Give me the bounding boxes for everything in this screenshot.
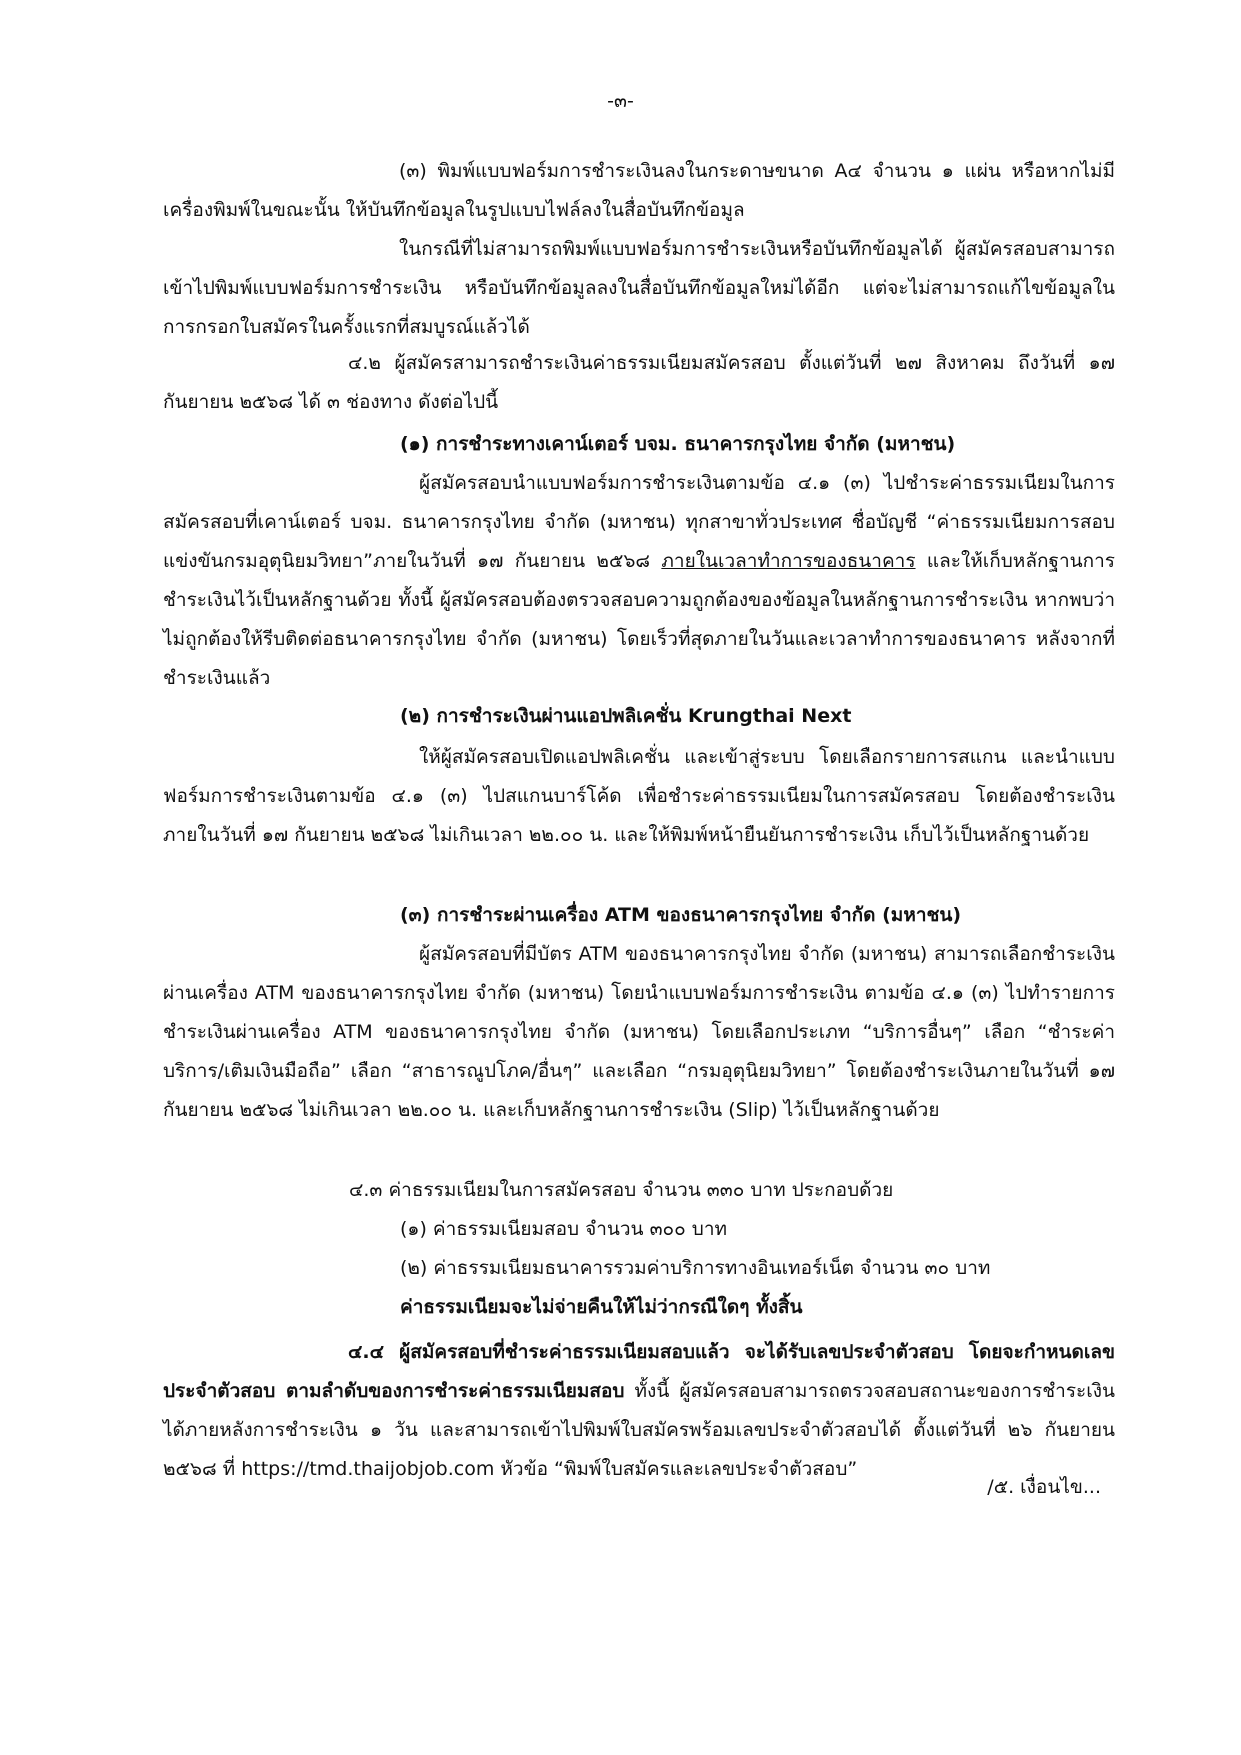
paragraph-payment-channels: ๔.๒ ผู้สมัครสามารถชำระเงินค่าธรรมเนียมสมัครสอบ ตั้งแต่วันที่ ๒๗ สิงหาคม ถึงวันที่ ๑๗ กันยายน ๒๕๖๘ ได้ ๓ ช่องทาง ดังต่อไปนี้: [163, 352, 1115, 413]
paragraph-print-form: (๓) พิมพ์แบบฟอร์มการชำระเงินลงในกระดาษขนาด A๔ จำนวน ๑ แผ่น หรือหากไม่มีเครื่องพิมพ์ในขณะนั้น ให้บันทึกข้อมูลในรูปแบบไฟล์ลงในสื่อบันทึกข้อมูล: [163, 160, 1115, 221]
paragraph-atm-payment: ผู้สมัครสอบที่มีบัตร ATM ของธนาคารกรุงไทย จำกัด (มหาชน) สามารถเลือกชำระเงินผ่านเครื่อง ATM ของธนาคารกรุงไทย จำกัด (มหาชน) โดยนำแบบฟอร์มการชำระเงิน ตามข้อ ๔.๑ (๓) ไปทำรายการชำระเงินผ่านเครื่อง ATM ของธนาคารกรุงไทย จำกัด (มหาชน) โดยเลือกประเภท “บริการอื่นๆ” เลือก “ชำระค่าบริการ/เติมเงินมือถือ” เลือก “สาธารณูปโภค/อื่นๆ” และเลือก “กรมอุตุนิยมวิทยา” โดยต้องชำระเงินภายในวันที่ ๑๗ กันยายน ๒๕๖๘ ไม่เกินเวลา ๒๒.๐๐ น. และเก็บหลักฐานการชำระเงิน (Slip) ไว้เป็นหลักฐานด้วย: [163, 943, 1115, 1121]
page-number: -๓-: [607, 90, 634, 112]
paragraph-counter-payment: [163, 464, 1115, 698]
counter-text-start: ผู้สมัครสอบนำแบบฟอร์มการชำระเงินตามข้อ ๔.๑ (๓) ไปชำระค่าธรรมเนียมในการสมัครสอบที่เคาน์เตอร์ บจม. ธนาคารกรุงไทย จำกัด (มหาชน) ทุกสาขาทั่วประเทศ ชื่อบัญชี “ค่าธรรมเนียมการสอบแข่งขันกรมอุตุนิยมวิทยา”ภายในวันที่ ๑๗ กันยายน ๒๕๖๘: [163, 472, 1115, 572]
paragraph-reprint: ในกรณีที่ไม่สามารถพิมพ์แบบฟอร์มการชำระเงินหรือบันทึกข้อมูลได้ ผู้สมัครสอบสามารถเข้าไปพิมพ์แบบฟอร์มการชำระเงิน หรือบันทึกข้อมูลลงในสื่อบันทึกข้อมูลใหม่ได้อีก แต่จะไม่สามารถแก้ไขข้อมูลในการกรอกใบสมัครในครั้งแรกที่สมบูรณ์แล้วได้: [163, 238, 1115, 338]
fee-item-exam: (๑) ค่าธรรมเนียมสอบ จำนวน ๓๐๐ บาท: [400, 1218, 728, 1240]
paragraph-exam-number: [163, 1333, 1115, 1489]
fee-title: ๔.๓ ค่าธรรมเนียมในการสมัครสอบ จำนวน ๓๓๐ บาท ประกอบด้วย: [349, 1179, 894, 1201]
heading-counter-payment: (๑) การชำระทางเคาน์เตอร์ บจม. ธนาคารกรุงไทย จำกัด (มหาชน): [400, 433, 956, 455]
exam-number-bold: ๔.๔ ผู้สมัครสอบที่ชำระค่าธรรมเนียมสอบแล้ว จะได้รับเลขประจำตัวสอบ โดยจะกำหนดเลขประจำตัวสอบ ตามลำดับของการชำระค่าธรรมเนียมสอบ: [163, 1341, 1115, 1402]
counter-text-end: และให้เก็บหลักฐานการชำระเงินไว้เป็นหลักฐานด้วย ทั้งนี้ ผู้สมัครสอบต้องตรวจสอบความถูกต้องของข้อมูลในหลักฐานการชำระเงิน หากพบว่าไม่ถูกต้องให้รีบติดต่อธนาคารกรุงไทย จำกัด (มหาชน) โดยเร็วที่สุดภายในวันและเวลาทำการของธนาคาร หลังจากที่ชำระเงินแล้ว: [163, 550, 1115, 689]
paragraph-app-payment: ให้ผู้สมัครสอบเปิดแอปพลิเคชั่น และเข้าสู่ระบบ โดยเลือกรายการสแกน และนำแบบฟอร์มการชำระเงินตามข้อ ๔.๑ (๓) ไปสแกนบาร์โค้ด เพื่อชำระค่าธรรมเนียมในการสมัครสอบ โดยต้องชำระเงินภายในวันที่ ๑๗ กันยายน ๒๕๖๘ ไม่เกินเวลา ๒๒.๐๐ น. และให้พิมพ์หน้ายืนยันการชำระเงิน เก็บไว้เป็นหลักฐานด้วย: [163, 746, 1115, 846]
heading-atm-payment: (๓) การชำระผ่านเครื่อง ATM ของธนาคารกรุงไทย จำกัด (มหาชน): [400, 904, 962, 926]
underlined-bank-hours: ภายในเวลาทำการของธนาคาร: [661, 550, 916, 572]
next-page-marker: /๕. เงื่อนไข...: [987, 1476, 1101, 1498]
heading-app-payment: (๒) การชำระเงินผ่านแอปพลิเคชั่น Krungthai Next: [400, 705, 852, 727]
fee-item-bank: (๒) ค่าธรรมเนียมธนาคารรวมค่าบริการทางอินเทอร์เน็ต จำนวน ๓๐ บาท: [400, 1257, 991, 1279]
fee-no-refund-note: ค่าธรรมเนียมจะไม่จ่ายคืนให้ไม่ว่ากรณีใดๆ ทั้งสิ้น: [400, 1296, 803, 1318]
exam-number-rest: ทั้งนี้ ผู้สมัครสอบสามารถตรวจสอบสถานะของการชำระเงินได้ภายหลังการชำระเงิน ๑ วัน และสามารถเข้าไปพิมพ์ใบสมัครพร้อมเลขประจำตัวสอบได้ ตั้งแต่วันที่ ๒๖ กันยายน ๒๕๖๘ ที่ https://tmd.thaijobjob.com หัวข้อ “พิมพ์ใบสมัครและเลขประจำตัวสอบ”: [163, 1380, 1115, 1480]
